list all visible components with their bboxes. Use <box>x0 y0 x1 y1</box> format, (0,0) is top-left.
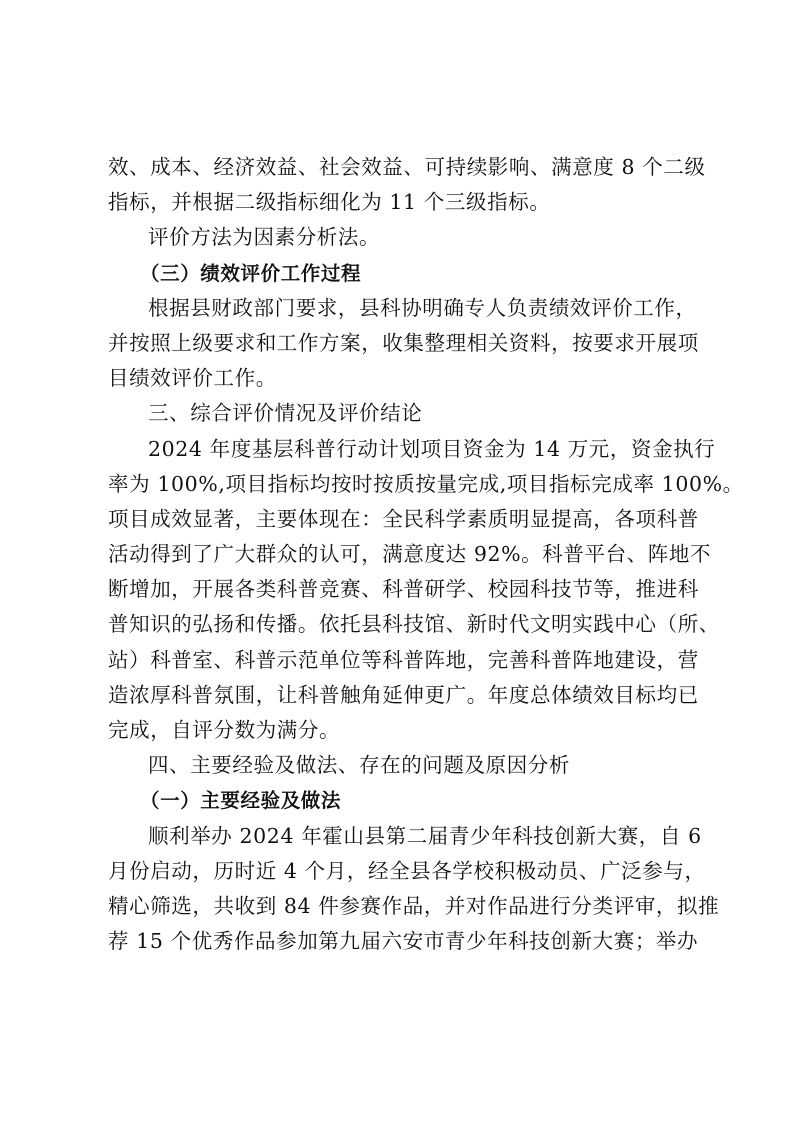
paragraph-line: 指标，并根据二级指标细化为 11 个三级指标。 <box>108 190 551 215</box>
paragraph-line: 评价方法为因素分析法。 <box>148 225 381 250</box>
paragraph-line: 断增加，开展各类科普竞赛、科普研学、校园科技节等，推进科 <box>108 577 699 602</box>
paragraph-line: 完成，自评分数为满分。 <box>108 718 341 742</box>
paragraph-line: 项目成效显著，主要体现在：全民科学素质明显提高，各项科普 <box>108 506 699 531</box>
paragraph-line: 顺利举办 2024 年霍山县第二届青少年科技创新大赛，自 6 <box>148 823 702 848</box>
paragraph-line: 效、成本、经济效益、社会效益、可持续影响、满意度 8 个二级 <box>108 155 706 179</box>
paragraph-line: 站）科普室、科普示范单位等科普阵地，完善科普阵地建设，营 <box>108 647 699 672</box>
paragraph-line: 月份启动，历时近 4 个月，经全县各学校积极动员、广泛参与， <box>108 858 706 883</box>
paragraph-line: 率为 100%,项目指标均按时按质按量完成,项目指标完成率 100%。 <box>108 471 744 496</box>
paragraph-line: 活动得到了广大群众的认可，满意度达 92%。科普平台、阵地不 <box>108 542 712 567</box>
paragraph-line: 2024 年度基层科普行动计划项目资金为 14 万元，资金执行 <box>148 436 716 461</box>
section-heading: （一）主要经验及做法 <box>140 789 342 813</box>
paragraph-line: 根据县财政部门要求，县科协明确专人负责绩效评价工作， <box>148 295 697 320</box>
paragraph-line: 造浓厚科普氛围，让科普触角延伸更广。年度总体绩效目标均已 <box>108 682 699 707</box>
paragraph-line: 荐 15 个优秀作品参加第九届六安市青少年科技创新大赛；举办 <box>108 929 699 954</box>
section-heading: 三、综合评价情况及评价结论 <box>148 401 423 426</box>
paragraph-line: 目绩效评价工作。 <box>108 366 277 391</box>
paragraph-line: 并按照上级要求和工作方案，收集整理相关资料，按要求开展项 <box>108 330 699 355</box>
paragraph-line: 精心筛选，共收到 84 件参赛作品，并对作品进行分类评审，拟推 <box>108 893 720 918</box>
section-heading: 四、主要经验及做法、存在的问题及原因分析 <box>148 753 570 778</box>
section-heading: （三）绩效评价工作过程 <box>140 261 362 285</box>
paragraph-line: 普知识的弘扬和传播。依托县科技馆、新时代文明实践中心（所、 <box>108 612 720 637</box>
